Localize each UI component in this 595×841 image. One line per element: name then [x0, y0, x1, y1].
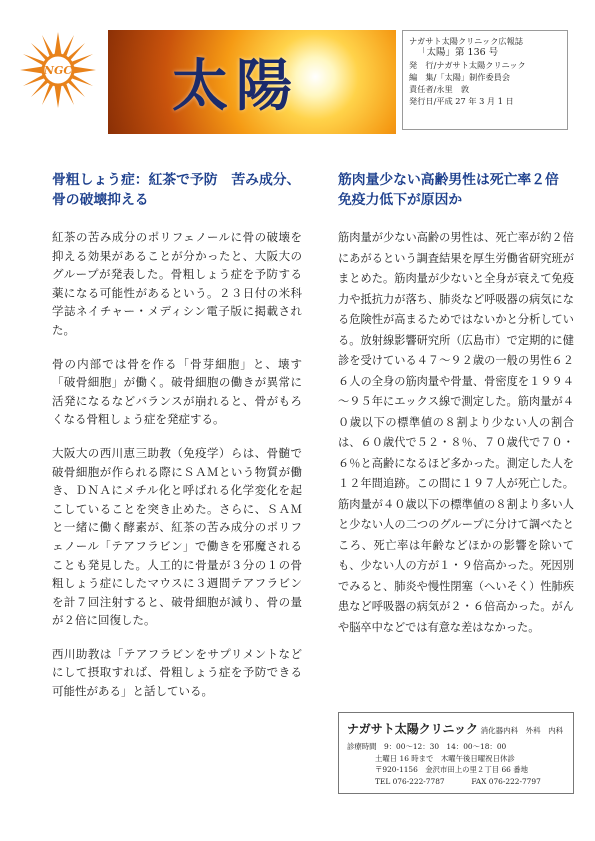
clinic-fax: FAX 076-222-7797	[471, 776, 541, 786]
sun-logo-icon	[18, 30, 98, 110]
clinic-departments: 消化器内科 外科 内科	[480, 726, 564, 735]
article-left	[52, 170, 302, 716]
clinic-info-box	[338, 712, 574, 794]
clinic-closed-days: 土曜日 16 時まで 木曜午後日曜祝日休診	[375, 753, 515, 763]
article-paragraph: 大阪大の西川恵三助教（免疫学）らは、骨髄で破骨細胞が作られる際にＳＡＭという物質が働き、ＤＮＡにメチル化と呼ばれる化学変化を起こしていることを突き止めた。さらに、ＳＡＭと一緒に働く酵素が、紅茶の苦み成分のポリフェノール「テアフラビン」で働きを邪魔されることも発見した。人工的に骨量が３分の１の骨粗しょう症にしたマウスに３週間テアフラビンを計７回注射すると、破骨細胞が減り、骨の量が２倍に回復した。	[52, 445, 302, 628]
clinic-tel: TEL 076-222-7787	[375, 776, 445, 786]
clinic-address: 〒920-1156 金沢市田上の里２丁目 66 番地	[375, 765, 528, 774]
clinic-name: ナガサト太陽クリニック	[347, 722, 479, 736]
clinic-phone-row	[347, 776, 565, 788]
pub-info-line: ナガサト太陽クリニック広報誌	[409, 36, 523, 46]
pub-info-line: 編 集/「太陽」制作委員会	[409, 72, 511, 82]
title-banner	[108, 30, 396, 134]
pub-info-line: 発 行/ナガサト太陽クリニック	[409, 60, 526, 70]
article-paragraph: 筋肉量が少ない高齢の男性は、死亡率が約２倍にあがるという調査結果を厚生労働省研究班がまとめた。筋肉量が少ないと全身が衰えて免疫力や抵抗力が落ち、肺炎など呼吸器の病気になる危険性が高まるためではないかと分析している。放射線影響研究所（広島市）で定期的に健診を受けている４７～９２歳の一般の男性６２６人の全身の筋肉量や骨量、骨密度を１９９４～９５年にエックス線で測定した。筋肉量が４０歳以下の標準値の８割より少ない人の割合は、６０歳代で５２・８％、７０歳代で７０・６％と高齢になるほど多かった。測定した人を１２年間追跡。この間に１９７人が死亡した。筋肉量が４０歳以下の標準値の８割より多い人と少ない人の二つのグループに分けて調べたところ、死亡率は年齢などほかの影響を除いても、少ない人の方が１・９倍高かった。死因別でみると、肺炎や慢性閉塞（へいそく）性肺疾患など呼吸器の病気が２・６倍高かった。がんや脳卒中などでは有意な差はなかった。	[338, 231, 574, 634]
clinic-name-row	[347, 720, 565, 737]
article-right	[338, 170, 574, 653]
banner-title: 太陽	[172, 53, 300, 119]
article-paragraph: 西川助教は「テアフラビンをサプリメントなどにして摂取すれば、骨粗しょう症を予防できる可能性がある」と話している。	[52, 646, 302, 699]
article-left-headline: 骨粗しょう症：紅茶で予防 苦み成分、骨の破壊抑える	[52, 172, 301, 208]
clinic-hours: 診療時間 9：00～12：30 14：00～18：00	[347, 742, 507, 751]
clinic-logo	[18, 30, 98, 110]
article-paragraph: 骨の内部では骨を作る「骨芽細胞」と、壊す「破骨細胞」が働く。破骨細胞の働きが異常に活発になるなどバランスが崩れると、骨がもろくなる骨粗しょう症を発症する。	[52, 356, 302, 427]
pub-info-date: 発行日/平成 27 年 3 月 1 日	[409, 96, 514, 106]
article-paragraph: 紅茶の苦み成分のポリフェノールに骨の破壊を抑える効果があることが分かったと、大阪大のグループが発表した。骨粗しょう症を予防する薬になる可能性があるという。２３日付の米科学誌ネイチャー・メディシン電子版に掲載された。	[52, 230, 302, 337]
pub-info-line: 責任者/永里 敦	[409, 84, 470, 94]
article-right-headline: 筋肉量少ない高齢男性は死亡率２倍 免疫力低下が原因か	[338, 172, 573, 208]
logo-text: NGC	[43, 64, 73, 77]
issue-number: 「太陽」第 136 号	[417, 47, 499, 58]
publication-info	[402, 30, 568, 130]
